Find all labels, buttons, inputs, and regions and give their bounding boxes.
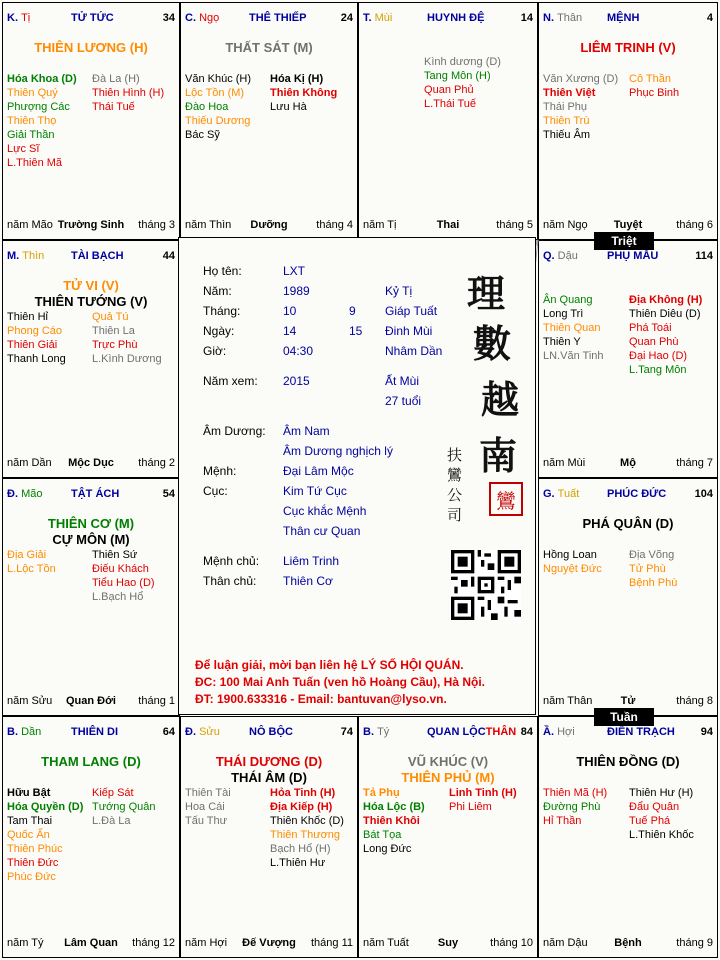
palace-age: 114 [695,250,713,262]
star-item: Thái Tuế [92,101,135,113]
star-item: Long Trì [543,308,584,320]
star-item: Tả Phụ [363,787,400,799]
star-item: Thanh Long [7,353,66,365]
view-year-label: Năm xem: [203,374,258,388]
month-lunar: 9 [349,304,356,318]
palace-stage: Quan Đới [66,695,116,707]
star-item: Kiếp Sát [92,787,134,799]
palace-age: 64 [162,726,175,738]
palace-branch: Thân [557,12,583,24]
hour-value: 04:30 [283,344,314,358]
star-item: Bệnh Phù [629,577,678,589]
main-star: THÁI DƯƠNG (D) [215,754,323,769]
than-cu-note: Thân cư Quan [283,524,361,538]
star-item: Bác Sỹ [185,129,220,141]
menh-chu-value: Liêm Trinh [283,554,340,568]
star-item: Địa Kiếp (H) [270,801,333,813]
star-item: L.Lộc Tồn [7,563,56,575]
star-item: Tam Thai [7,815,53,827]
day-can-chi: Đinh Mùi [385,324,433,338]
star-item: Quan Phù [629,336,679,348]
palace-branch: Dậu [557,250,578,262]
star-item: Thiên Mã (H) [543,787,608,799]
view-year-can-chi: Ất Mùi [385,374,420,388]
palace-branch-prefix: Ầ. [543,726,558,738]
than-chu-value: Thiên Cơ [283,574,333,588]
day-solar: 14 [283,324,297,338]
palace-branch-prefix: N. [543,12,558,24]
star-item: Thiên Khôi [363,815,420,827]
contact-phone-email[interactable]: ĐT: 1900.633316 - Email: bantuvan@lyso.vn. [195,692,447,706]
star-item: Thiên Hình (H) [92,87,165,99]
star-item: Lực Sĩ [7,143,40,155]
palace-branch-prefix: B. [7,726,22,738]
star-item: Phá Toái [629,322,672,334]
palace-name: QUAN LỘCTHÂN [427,726,517,738]
palace-branch-prefix: G. [543,488,558,500]
palace-age: 44 [162,250,175,262]
star-item: Nguyệt Đức [543,563,602,575]
qr-code-icon[interactable] [451,550,521,620]
calligraphy-small-4: 司 [447,506,463,524]
star-item: Lộc Tồn (M) [185,87,245,99]
calligraphy-small-2: 鸞 [447,466,463,484]
palace-stage: Trường Sinh [57,219,125,231]
star-item: Thiên Hỉ [7,311,48,323]
palace-name: TÀI BẠCH [71,250,124,262]
palace-age: 24 [340,12,353,24]
star-item: Tuế Phá [629,815,671,827]
star-item: Đào Hoa [185,101,229,113]
palace-branch-prefix: C. [185,12,200,24]
palace-stage: Lâm Quan [64,937,118,949]
palace-name: NÔ BỘC [249,726,293,738]
star-item: Văn Xương (D) [543,73,619,85]
star-item: Thiên La [92,325,135,337]
palace-name: TỬ TỨC [71,12,114,24]
palace-branch-prefix: Đ. [185,726,200,738]
palace-name: ĐIỀN TRẠCH [607,726,675,738]
main-star: LIÊM TRINH (V) [580,40,676,55]
tuan-badge: Tuần [594,708,654,726]
star-item: L.Đà La [92,815,131,827]
star-item: Thiên Thọ [7,115,57,127]
palace-age: 94 [700,726,713,738]
palace-branch: Thìn [22,250,45,262]
palace-age: 14 [520,12,533,24]
palace-branch: Mùi [374,12,393,24]
star-item: Thiên Diêu (D) [629,308,701,320]
calligraphy-small-3: 公 [447,486,463,504]
palace-month: tháng 10 [490,937,533,949]
palace-stage: Suy [437,937,459,949]
age-value: 27 tuổi [385,394,422,408]
palace-year: năm Sửu [7,695,53,707]
star-item: Hóa Lộc (B) [363,801,425,813]
contact-address: ĐC: 100 Mai Anh Tuấn (ven hồ Hoàng Cầu), Hà Nội. [195,675,486,689]
star-item: Hóa Kị (H) [270,73,324,85]
palace-stage: Bệnh [614,937,642,949]
star-item: LN.Văn Tinh [543,350,604,362]
name-label: Họ tên: [203,264,242,278]
star-item: Kình dương (D) [424,56,501,68]
menh-value: Đại Lâm Mộc [283,464,354,478]
than-chu-label: Thân chủ: [203,574,257,588]
palace-month: tháng 7 [676,457,713,469]
menh-label: Mệnh: [203,464,237,478]
star-item: Tử Phù [629,563,666,575]
star-item: Tang Môn (H) [424,70,491,82]
am-duong-label: Âm Dương: [203,424,266,438]
palace-month: tháng 1 [138,695,175,707]
calligraphy-small-1: 扶 [447,446,463,464]
palace-year: năm Dần [7,457,52,469]
star-item: Thiên Không [270,87,338,99]
palace-year: năm Tị [363,219,397,231]
cuc-value: Kim Tứ Cục [283,484,347,498]
palace-stage: Thai [436,219,460,231]
palace-year: năm Thìn [185,219,232,231]
menh-chu-label: Mệnh chủ: [203,554,260,568]
main-star: PHÁ QUÂN (D) [582,516,674,531]
calligraphy-char-1: 理 [467,271,506,316]
star-item: Phượng Các [7,101,70,113]
star-item: Quốc Ấn [7,829,50,841]
am-duong-value: Âm Nam [283,424,330,438]
palace-age: 34 [162,12,175,24]
star-item: Địa Võng [629,549,675,561]
month-can-chi: Giáp Tuất [385,304,438,318]
star-item: Đại Hao (D) [629,350,688,362]
month-solar: 10 [283,304,297,318]
star-item: Hoa Cái [185,801,225,813]
star-item: Thiên Quan [543,322,601,334]
main-star: THIÊN TƯỚNG (V) [34,294,148,309]
star-item: Thiên Quý [7,87,58,99]
palace-age: 4 [706,12,713,24]
star-item: Điếu Khách [92,563,149,575]
star-item: Thiếu Dương [185,115,251,127]
palace-year: năm Mão [7,219,53,231]
star-item: Hữu Bật [7,787,51,799]
palace-month: tháng 2 [138,457,175,469]
palace-branch-prefix: Q. [543,250,558,262]
palace-name: PHÚC ĐỨC [607,488,667,500]
palace-name: MỆNH [607,12,640,24]
star-item: Giải Thần [7,129,55,141]
palace-stage: Đế Vượng [242,937,296,949]
star-item: Hỏa Tinh (H) [270,787,336,799]
name-value: LXT [283,264,306,278]
star-item: Đường Phù [543,801,601,813]
palace-year: năm Dậu [543,937,588,949]
palace-branch: Mão [21,488,43,500]
star-item: L.Thiên Mã [7,157,63,169]
star-item: Ân Quang [543,294,593,306]
star-item: Trực Phù [92,339,138,351]
star-item: Hồng Loan [543,549,597,561]
star-item: Văn Khúc (H) [185,73,252,85]
star-item: Phục Binh [629,87,680,99]
palace-month: tháng 4 [316,219,353,231]
palace-year: năm Tuất [363,937,409,949]
star-item: Thiên Trù [543,115,590,127]
palace-year: năm Tý [7,937,44,949]
main-star: CỰ MÔN (M) [52,532,130,547]
palace-month: tháng 12 [132,937,175,949]
palace-branch-prefix: M. [7,250,23,262]
palace-month: tháng 11 [310,937,353,949]
calligraphy-char-3: 越 [481,377,520,422]
star-item: Tấu Thư [185,815,228,827]
palace-age: 104 [694,488,713,500]
main-star: THIÊN ĐỒNG (D) [576,754,680,769]
red-seal-icon: 鸞 [489,482,523,516]
star-item: L.Thiên Hư [270,857,326,869]
palace-branch: Tý [377,726,390,738]
palace-branch: Ngọ [199,12,220,24]
palace-branch: Tuất [557,488,580,500]
star-item: Long Đức [363,843,412,855]
palace-stage: Tuyệt [613,219,643,231]
palace-stage: Mộc Dục [68,457,114,469]
star-item: Hóa Khoa (D) [7,73,77,85]
palace-stage: Mộ [620,457,636,469]
palace-stage: Dưỡng [250,219,288,231]
star-item: Thiên Việt [543,87,596,99]
day-lunar: 15 [349,324,363,338]
palace-branch-prefix: Đ. [7,488,22,500]
palace-branch: Sửu [199,726,220,738]
palace-year: năm Mùi [543,457,586,469]
calligraphy-char-2: 數 [473,321,512,366]
year-value: 1989 [283,284,310,298]
star-item: Địa Không (H) [629,294,703,306]
star-item: Thiếu Âm [543,129,591,141]
cuc-label: Cục: [203,484,228,498]
star-item: Phi Liêm [449,801,492,813]
star-item: Thiên Phúc [7,843,63,855]
cuc-note: Cục khắc Mệnh [283,504,367,518]
palace-name: THIÊN DI [71,726,119,738]
palace-age: 54 [162,488,175,500]
star-item: Bát Tọa [363,829,402,841]
star-item: Thiên Giải [7,339,58,351]
month-label: Tháng: [203,304,241,318]
star-item: L.Thái Tuế [424,98,477,110]
triet-badge: Triệt [594,232,654,250]
am-duong-note: Âm Dương nghịch lý [283,444,393,458]
hour-label: Giờ: [203,344,227,358]
star-item: Thiên Hư (H) [629,787,694,799]
palace-name: PHỤ MẪU [607,250,659,262]
star-item: L.Kình Dương [92,353,162,365]
star-item: Đẩu Quân [629,801,680,813]
star-item: Thiên Đức [7,857,59,869]
star-item: L.Tang Môn [629,364,687,376]
star-item: Thái Phụ [543,101,588,113]
main-star: THIÊN LƯƠNG (H) [34,40,148,55]
palace-month: tháng 3 [138,219,175,231]
star-item: Linh Tinh (H) [449,787,517,799]
star-item: Hỉ Thần [543,815,582,827]
star-item: Tiểu Hao (D) [92,577,155,589]
year-label: Năm: [203,284,232,298]
palace-month: tháng 5 [496,219,533,231]
star-item: Phong Cáo [7,325,63,337]
view-year-value: 2015 [283,374,310,388]
star-item: Thiên Tài [185,787,231,799]
main-star: THẤT SÁT (M) [225,40,313,55]
palace-year: năm Thân [543,695,593,707]
contact-line-1: Để luận giải, mời bạn liên hệ LÝ SỐ HỘI QUÁN. [195,658,464,672]
main-star: THIÊN CƠ (M) [47,516,135,531]
star-item: Quả Tú [92,311,129,323]
star-item: Cô Thần [629,73,671,85]
star-item: Thiên Khốc (D) [270,815,344,827]
star-item: Phúc Đức [7,871,56,883]
star-item: Thiên Thương [270,829,341,841]
star-item: Lưu Hà [270,101,307,113]
palace-branch: Dần [21,726,42,738]
main-star: THIÊN PHỦ (M) [401,770,495,785]
star-item: Đà La (H) [92,73,140,85]
palace-branch-prefix: T. [363,12,375,24]
main-star: THAM LANG (D) [41,754,141,769]
palace-month: tháng 6 [676,219,713,231]
palace-branch-prefix: B. [363,726,378,738]
calligraphy-char-4: 南 [479,433,518,478]
palace-month: tháng 9 [676,937,713,949]
star-item: L.Bạch Hổ [92,591,144,603]
star-item: Tướng Quân [92,801,156,813]
star-item: Hóa Quyền (D) [7,801,84,813]
star-item: Thiên Y [543,336,581,348]
main-star: VŨ KHÚC (V) [407,754,489,769]
palace-branch: Tị [21,12,31,24]
palace-age: 84 [520,726,533,738]
year-can-chi: Kỷ Tị [385,284,413,298]
palace-age: 74 [340,726,353,738]
star-item: Bạch Hổ (H) [270,843,331,855]
palace-year: năm Hợi [185,937,228,949]
main-star: THÁI ÂM (D) [231,770,307,785]
star-item: L.Thiên Khốc [629,829,694,841]
day-label: Ngày: [203,324,235,338]
center-info-panel [178,237,536,715]
palace-month: tháng 8 [676,695,713,707]
palace-branch-prefix: K. [7,12,22,24]
palace-name: THÊ THIẾP [249,12,307,24]
palace-branch: Hợi [557,726,575,738]
star-item: Quan Phủ [424,84,474,96]
palace-stage: Tử [620,695,636,707]
than-marker: THÂN [485,726,517,738]
hour-can-chi: Nhâm Dần [385,344,443,358]
palace-name: HUYNH ĐỆ [427,12,485,24]
main-star: TỬ VI (V) [63,278,119,293]
star-item: Thiên Sứ [92,549,138,561]
star-item: Địa Giải [7,549,47,561]
palace-year: năm Ngọ [543,219,588,231]
palace-name: TẬT ÁCH [71,488,120,500]
